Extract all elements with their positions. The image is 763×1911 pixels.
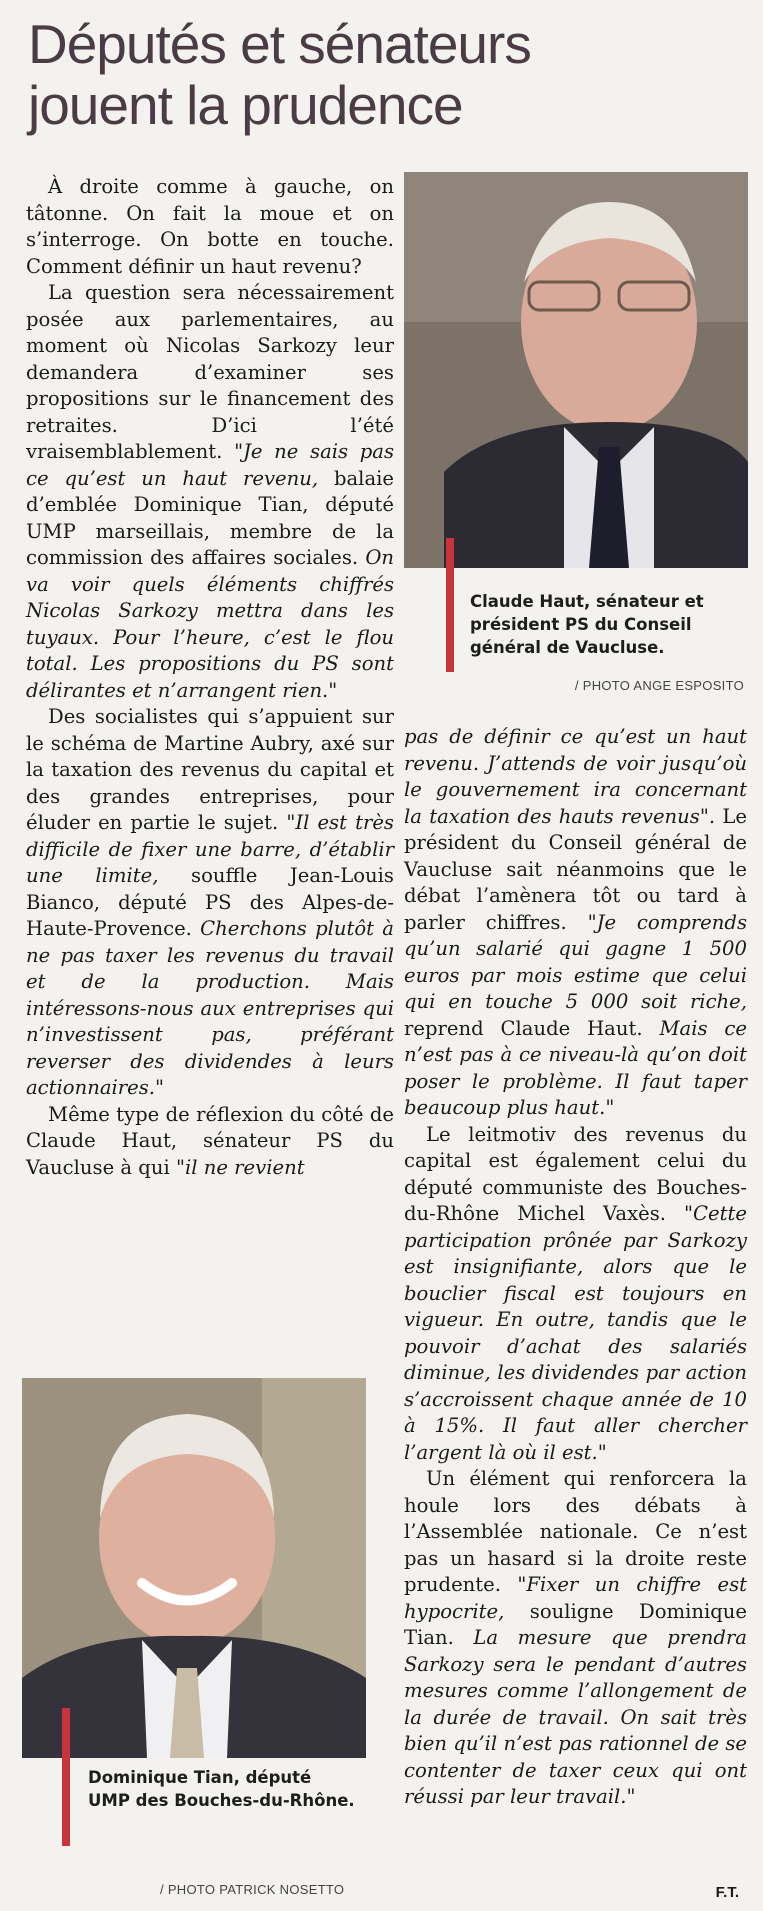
- caption-box-tian: [22, 1758, 366, 1908]
- caption-accent-bar: [446, 538, 454, 672]
- left-column: [26, 174, 394, 1181]
- quote-text: pas de définir ce qu’est un haut revenu. J’attends de voir jusqu’où le gouvernement ira concernant la taxation des hauts revenus".: [404, 725, 747, 828]
- paragraph-text: souligne Dominique Tian.: [404, 1599, 747, 1649]
- paragraph-5: [404, 724, 747, 1122]
- quote-text: "Fixer un chiffre est hypocrite,: [404, 1573, 747, 1623]
- caption-accent-bar: [62, 1708, 70, 1846]
- paragraph-3: [26, 704, 394, 1102]
- headline-line-2: jouent la prudence: [28, 74, 463, 136]
- paragraph-text: Même type de réflexion du côté de Claude Haut, sénateur PS du Vaucluse à qui: [26, 1102, 394, 1179]
- paragraph-2: [26, 280, 394, 704]
- caption-box-haut: [404, 568, 748, 693]
- photo-claude-haut: [404, 172, 748, 568]
- quote-text: On va voir quels éléments chiffrés Nicolas Sarkozy mettra dans les tuyaux. Pour l’heure, c’est le flou total. Les propositions du PS sont délirantes et n’arrangent rien.": [26, 546, 394, 702]
- paragraph-text: Le président du Conseil général de Vaucluse sait néanmoins que le débat l’amènera tôt ou tard à parler chiffres.: [404, 804, 747, 934]
- photo-dominique-tian: [22, 1378, 366, 1758]
- paragraph-text: reprend Claude Haut.: [404, 1016, 660, 1040]
- quote-text: Cherchons plutôt à ne pas taxer les revenus du travail et de la production. Mais intéressons-nous aux entreprises qui n’investissent pas, préférant reverser des dividendes à leurs actionnaires.": [26, 917, 394, 1099]
- paragraph-text: Des socialistes qui s’appuient sur le schéma de Martine Aubry, axé sur la taxation des revenus du capital et des grandes entreprises, pour éluder en partie le sujet.: [26, 705, 394, 834]
- paragraph-text: La question sera nécessairement posée aux parlementaires, au moment où Nicolas Sarkozy leur demandera d’examiner ses propositions sur le financement des retraites. D’ici l’été vraisemblablement.: [26, 281, 394, 463]
- paragraph-7: [404, 1466, 747, 1811]
- paragraph-text: À droite comme à gauche, on tâtonne. On fait la moue et on s’interroge. On botte en touche. Comment définir un haut revenu?: [26, 175, 394, 278]
- headline-line-1: Députés et sénateurs: [28, 13, 531, 75]
- paragraph-4: [26, 1102, 394, 1182]
- photo-credit: / PHOTO ANGE ESPOSITO: [574, 678, 744, 693]
- quote-text: "Cette participation prônée par Sarkozy est insignifiante, alors que le bouclier fiscal est toujours en vigueur. En outre, tandis que le pouvoir d’achat des salariés diminue, les dividendes par action s’accroissent chaque année de 10 à 15%. Il faut aller chercher l’argent là où il est.": [404, 1202, 747, 1464]
- quote-text: La mesure que prendra Sarkozy sera le pendant d’autres mesures comme l’allongement de la durée de travail. On sait très bien qu’il n’est pas rationnel de se contenter de taxer ceux qui ont réussi par leur travail.": [404, 1626, 747, 1808]
- author-signature: F.T.: [715, 1884, 739, 1901]
- portrait-claude-haut: [404, 172, 748, 568]
- quote-text: Mais ce n’est pas à ce niveau-là qu’on doit poser le problème. Il faut taper beaucoup plus haut.": [404, 1016, 747, 1119]
- paragraph-text: souffle Jean-Louis Bianco, député PS des Alpes-de-Haute-Provence.: [26, 864, 394, 940]
- paragraph-1: [26, 174, 394, 280]
- quote-text: "il ne revient: [175, 1155, 305, 1179]
- paragraph-6: [404, 1122, 747, 1467]
- photo-caption: Dominique Tian, député UMP des Bouches-du-Rhône.: [88, 1768, 355, 1810]
- quote-text: "Je ne sais pas ce qu’est un haut revenu,: [26, 440, 395, 490]
- paragraph-text: Un élément qui renforcera la houle lors des débats à l’Assemblée nationale. Ce n’est pas un hasard si la droite reste prudente.: [404, 1467, 747, 1596]
- photo-credit: / PHOTO PATRICK NOSETTO: [160, 1882, 345, 1897]
- article-headline: [28, 14, 728, 136]
- quote-text: "Je comprends qu’un salarié qui gagne 1 500 euros par mois estime que celui qui en touche 5 000 soit riche,: [404, 910, 747, 1013]
- quote-text: "Il est très difficile de fixer une barre, d’établir une limite,: [26, 811, 394, 887]
- paragraph-text: Le leitmotiv des revenus du capital est également celui du député communiste des Bouches-du-Rhône Michel Vaxès.: [404, 1122, 747, 1225]
- right-column: [404, 724, 747, 1811]
- paragraph-text: balaie d’emblée Dominique Tian, député UMP marseillais, membre de la commission des affaires sociales.: [26, 466, 394, 569]
- photo-caption: Claude Haut, sénateur et président PS du Conseil général de Vaucluse.: [470, 592, 704, 657]
- portrait-dominique-tian: [22, 1378, 366, 1758]
